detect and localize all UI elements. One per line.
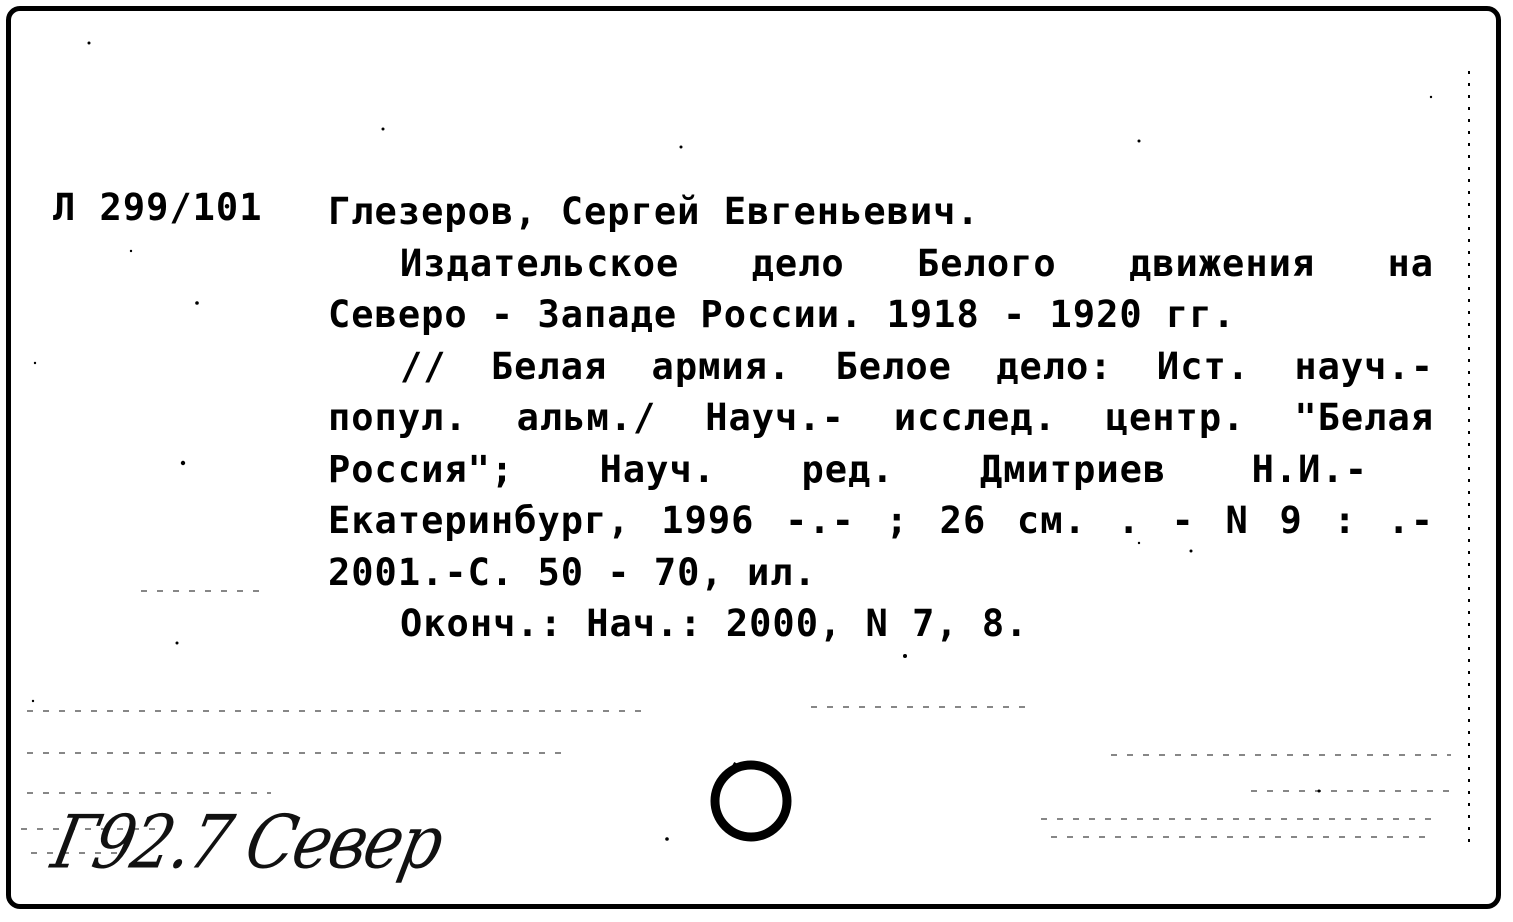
continuation-note: Оконч.: Нач.: 2000, N 7, 8. — [400, 602, 1029, 645]
title-line-1: Издательское дело Белого движения на — [400, 241, 1434, 285]
source-line-1: // Белая армия. Белое дело: Ист. науч.- — [400, 344, 1434, 388]
title-line-2: Северо - Западе России. 1918 - 1920 гг. — [328, 293, 1236, 336]
author-heading: Глезеров, Сергей Евгеньевич. — [328, 190, 980, 233]
handwritten-mark-text: Г92.7 Север — [44, 801, 450, 887]
source-line-4: Екатеринбург, 1996 -.- ; 26 см. . - N 9 : .- — [328, 499, 1434, 542]
punch-hole — [708, 758, 794, 844]
catalog-card — [6, 6, 1501, 909]
source-line-3: Россия"; Науч. ред. Дмитриев Н.И.- — [328, 447, 1368, 491]
call-number: Л 299/101 — [53, 186, 263, 229]
bibliographic-entry — [328, 186, 1434, 650]
handwritten-shelf-mark — [44, 801, 450, 901]
source-line-5: 2001.-С. 50 - 70, ил. — [328, 550, 817, 594]
source-line-2: попул. альм./ Науч.- исслед. центр. "Белая — [328, 396, 1434, 439]
